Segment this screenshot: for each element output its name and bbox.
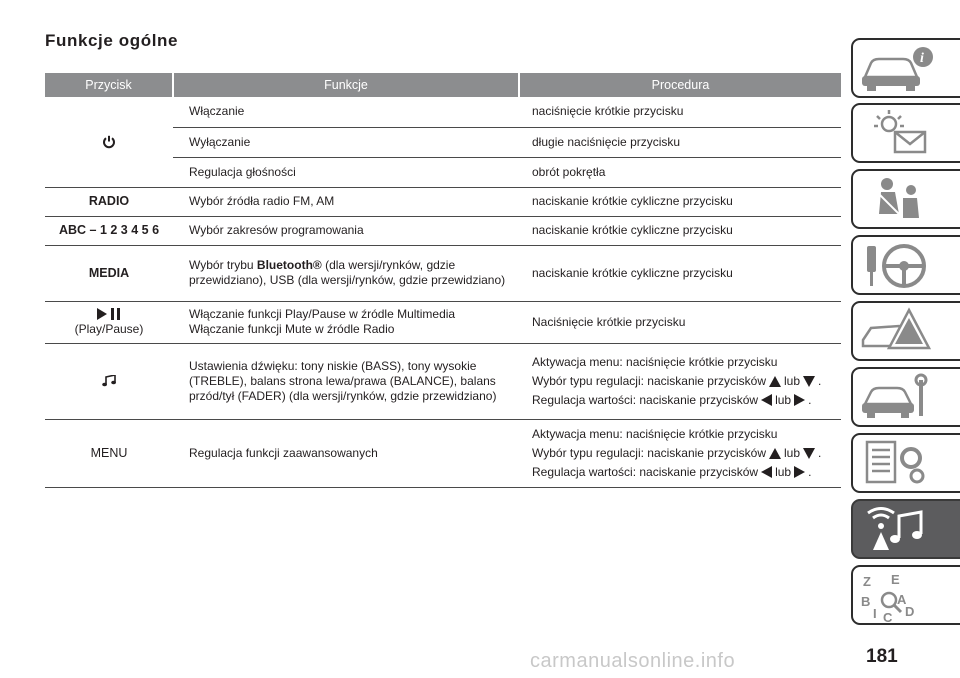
table-row (45, 216, 841, 245)
music-note-icon (102, 375, 116, 387)
radio-button-label: RADIO (45, 187, 173, 216)
svg-text:I: I (873, 606, 877, 621)
table-row (45, 245, 841, 301)
arrow-right-icon (794, 466, 805, 478)
arrow-up-icon (769, 448, 781, 459)
bluetooth-label: Bluetooth® (256, 258, 322, 272)
watermark: carmanualsonline.info (530, 650, 736, 672)
car-info-icon (859, 43, 959, 95)
procedure-line-left-right: Regulacja wartości: naciskanie przycisków lub . (532, 464, 812, 479)
arrow-down-icon (803, 376, 815, 387)
tab-technical-data[interactable] (851, 433, 960, 493)
audio-button-cell (45, 343, 173, 419)
emergency-warning-icon (859, 306, 959, 358)
general-functions-table (45, 73, 841, 488)
safety-airbag-icon (859, 174, 959, 226)
procedure-line-left-right: Regulacja wartości: naciskanie przycisków lub . (532, 392, 812, 407)
procedure-line: Aktywacja menu: naciśnięcie krótkie przycisku (532, 354, 778, 369)
menu-button-label: MENU (45, 419, 173, 487)
abc-presets-button-label: ABC – 1 2 3 4 5 6 (45, 216, 173, 245)
svg-text:E: E (891, 572, 900, 587)
procedure-cell: naciskanie krótkie cykliczne przycisku (519, 187, 841, 216)
tab-car-info[interactable] (851, 38, 960, 98)
arrow-down-icon (803, 448, 815, 459)
media-button-label: MEDIA (45, 245, 173, 301)
table-row (45, 187, 841, 216)
playpause-label: (Play/Pause) (74, 321, 144, 336)
procedure-cell (519, 419, 841, 487)
page-title: Funkcje ogólne (45, 31, 179, 50)
media-function-pre: Wybór trybu (189, 258, 257, 272)
dashboard-lights-icon (859, 108, 959, 160)
tab-index[interactable] (851, 565, 960, 625)
table-row (45, 97, 841, 127)
function-cell: Wybór zakresów programowania (173, 216, 519, 245)
procedure-cell: długie naciśnięcie przycisku (519, 127, 841, 157)
maintenance-tools-icon (859, 372, 959, 424)
media-function-post: (dla wersji/rynków, gdzie przewidziano), USB (dla wersji/rynków, gdzie przewidziano) (189, 258, 506, 287)
arrow-left-icon (761, 466, 772, 478)
tab-steering-key[interactable] (851, 235, 960, 295)
procedure-line-up-down: Wybór typu regulacji: naciskanie przycisków lub . (532, 373, 822, 388)
playpause-button-cell (45, 301, 173, 343)
tab-emergency[interactable] (851, 301, 960, 361)
function-cell (173, 301, 519, 343)
svg-text:Z: Z (863, 574, 871, 589)
play-pause-icon (96, 308, 122, 320)
table-header-row (45, 73, 841, 97)
procedure-cell: Naciśnięcie krótkie przycisku (519, 301, 841, 343)
svg-text:C: C (883, 610, 893, 622)
arrow-left-icon (761, 394, 772, 406)
power-button-cell (45, 97, 173, 187)
procedure-cell: obrót pokrętła (519, 157, 841, 187)
function-cell: Regulacja funkcji zaawansowanych (173, 419, 519, 487)
multimedia-icon (859, 504, 959, 556)
header-button: Przycisk (45, 73, 173, 97)
function-cell: Regulacja głośności (173, 157, 519, 187)
function-cell: Wyłączanie (173, 127, 519, 157)
steering-key-icon (859, 240, 959, 292)
function-cell: Włączanie (173, 97, 519, 127)
index-az-icon (859, 570, 959, 622)
function-cell: Ustawienia dźwięku: tony niskie (BASS), tony wysokie (TREBLE), balans strona lewa/prawa (BALANCE), balans przód/tył (FADER) (dla wersji/rynków, gdzie przewidziano) (173, 343, 519, 419)
procedure-cell: naciskanie krótkie cykliczne przycisku (519, 245, 841, 301)
tab-multimedia[interactable] (851, 499, 960, 559)
header-functions: Funkcje (173, 73, 519, 97)
tab-dashboard-lights[interactable] (851, 103, 960, 163)
svg-text:D: D (905, 604, 915, 619)
power-icon (102, 135, 116, 149)
table-row (45, 301, 841, 343)
playpause-function-line: Włączanie funkcji Play/Pause w źródle Multimedia (189, 307, 456, 321)
svg-text:B: B (861, 594, 871, 609)
svg-text:A: A (897, 592, 907, 607)
table-row (45, 419, 841, 487)
tab-safety[interactable] (851, 169, 960, 229)
svg-text:i: i (920, 51, 924, 66)
procedure-line-up-down: Wybór typu regulacji: naciskanie przycisków lub . (532, 445, 822, 460)
procedure-line: Aktywacja menu: naciśnięcie krótkie przycisku (532, 426, 778, 441)
tab-maintenance[interactable] (851, 367, 960, 427)
header-procedure: Procedura (519, 73, 841, 97)
mute-function-line: Włączanie funkcji Mute w źródle Radio (189, 322, 395, 336)
arrow-right-icon (794, 394, 805, 406)
function-cell: Wybór źródła radio FM, AM (173, 187, 519, 216)
procedure-cell: naciskanie krótkie cykliczne przycisku (519, 216, 841, 245)
page-number: 181 (866, 646, 898, 667)
procedure-cell (519, 343, 841, 419)
function-cell (173, 245, 519, 301)
arrow-up-icon (769, 376, 781, 387)
table-row (45, 343, 841, 419)
technical-data-icon (859, 438, 959, 490)
procedure-cell: naciśnięcie krótkie przycisku (519, 97, 841, 127)
